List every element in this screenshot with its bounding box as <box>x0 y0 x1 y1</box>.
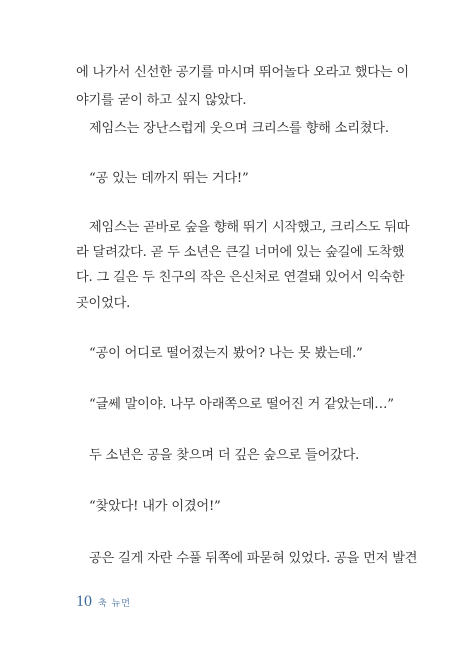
text-line-4: “공 있는 데까지 뛰는 거다!” <box>89 171 249 186</box>
text-line-2: 야기를 굳이 하고 싶지 않았다. <box>76 93 247 108</box>
text-line-3: 제임스는 장난스럽게 웃으며 크리스를 향해 소리쳤다. <box>89 121 389 136</box>
text-line-5: 제임스는 곧바로 숲을 향해 뛰기 시작했고, 크리스도 뒤따 <box>89 220 410 235</box>
text-line-11: 두 소년은 공을 찾으며 더 깊은 숲으로 들어갔다. <box>89 448 360 463</box>
page-number: 10 <box>76 593 92 610</box>
text-line-10: “글쎄 말이야. 나무 아래쪽으로 떨어진 거 같았는데…” <box>89 397 394 412</box>
running-title: 축 뉴먼 <box>98 599 131 609</box>
text-line-12: “찾았다! 내가 이겼어!” <box>89 499 221 514</box>
text-line-6: 라 달려갔다. 곧 두 소년은 큰길 너머에 있는 숲길에 도착했 <box>76 245 405 260</box>
text-line-8: 곳이었다. <box>76 296 131 311</box>
text-line-9: “공이 어디로 떨어졌는지 봤어? 나는 못 봤는데.” <box>89 346 363 361</box>
text-line-7: 다. 그 길은 두 친구의 작은 은신처로 연결돼 있어서 익숙한 <box>76 270 405 285</box>
text-line-1: 에 나가서 신선한 공기를 마시며 뛰어놀다 오라고 했다는 이 <box>76 65 409 80</box>
page-footer <box>76 593 131 613</box>
text-line-13: 공은 길게 자란 수풀 뒤쪽에 파묻혀 있었다. 공을 먼저 발견 <box>89 551 418 566</box>
